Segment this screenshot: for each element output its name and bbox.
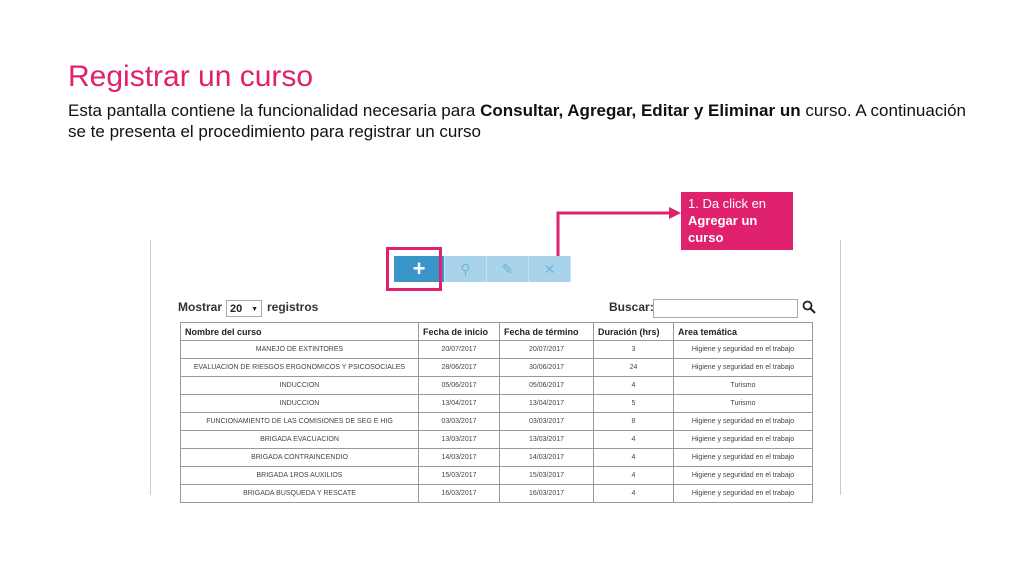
table-cell: Turismo [674,377,813,395]
table-cell: 13/03/2017 [500,431,594,449]
table-cell: FUNCIONAMIENTO DE LAS COMISIONES DE SEG E HIG [181,413,419,431]
table-cell: 4 [594,431,674,449]
table-cell: MANEJO DE EXTINTORES [181,341,419,359]
column-header[interactable]: Area temática [674,323,813,341]
table-cell: 03/03/2017 [419,413,500,431]
table-cell: 24 [594,359,674,377]
column-header[interactable]: Fecha de inicio [419,323,500,341]
table-cell: INDUCCION [181,395,419,413]
page-size-value: 20 [230,303,243,315]
table-cell: 4 [594,485,674,503]
desc-text-1: Esta pantalla contiene la funcionalidad necesaria para [68,101,481,120]
table-cell: BRIGADA 1ROS AUXILIOS [181,467,419,485]
table-cell: 3 [594,341,674,359]
table-cell: 16/03/2017 [419,485,500,503]
table-cell: INDUCCION [181,377,419,395]
column-header[interactable]: Duración (hrs) [594,323,674,341]
table-cell: 13/04/2017 [419,395,500,413]
table-cell: 14/03/2017 [419,449,500,467]
table-cell: 4 [594,449,674,467]
table-cell: Higiene y seguridad en el trabajo [674,341,813,359]
table-cell: 5 [594,395,674,413]
table-cell: 05/06/2017 [500,377,594,395]
frame-left-border [150,240,151,495]
add-button[interactable]: + [394,256,445,282]
add-button-highlight [386,247,442,291]
table-cell: BRIGADA BUSQUEDA Y RESCATE [181,485,419,503]
records-label: registros [267,300,319,314]
table-row[interactable] [181,341,813,359]
desc-text-2: curso. A continuación se te presenta el procedimiento para registrar un curso [68,101,967,141]
table-cell: 20/07/2017 [500,341,594,359]
courses-table [180,322,813,503]
table-cell: EVALUACION DE RIESGOS ERGONOMICOS Y PSICOSOCIALES [181,359,419,377]
table-cell: 4 [594,377,674,395]
search-label: Buscar: [609,300,654,314]
table-cell: 20/07/2017 [419,341,500,359]
search-input[interactable] [653,299,798,318]
edit-icon[interactable]: ✎ [487,256,529,282]
table-cell: Turismo [674,395,813,413]
table-cell: 05/06/2017 [419,377,500,395]
table-row[interactable] [181,485,813,503]
search-icon[interactable] [802,300,816,314]
frame-right-border [840,240,841,495]
page-title: Registrar un curso [68,60,314,93]
table-row[interactable] [181,449,813,467]
table-row[interactable] [181,431,813,449]
delete-icon[interactable]: ✕ [529,256,571,282]
table-cell: 15/03/2017 [500,467,594,485]
table-cell: 16/03/2017 [500,485,594,503]
table-cell: 03/03/2017 [500,413,594,431]
table-cell: 30/06/2017 [500,359,594,377]
table-cell: 13/03/2017 [419,431,500,449]
table-cell: Higiene y seguridad en el trabajo [674,359,813,377]
desc-bold: Consultar, Agregar, Editar y Eliminar un [480,101,801,120]
table-cell: 13/04/2017 [500,395,594,413]
table-cell: Higiene y seguridad en el trabajo [674,449,813,467]
page-size-select[interactable] [226,300,262,317]
table-cell: 4 [594,467,674,485]
table-row[interactable] [181,413,813,431]
table-row[interactable] [181,359,813,377]
callout-line: 1. Da click en [688,196,767,211]
column-header[interactable]: Fecha de término [500,323,594,341]
table-cell: 8 [594,413,674,431]
table-row[interactable] [181,377,813,395]
table-header-row [181,323,813,341]
table-cell: BRIGADA CONTRAINCENDIO [181,449,419,467]
table-cell: 14/03/2017 [500,449,594,467]
column-header[interactable]: Nombre del curso [181,323,419,341]
table-cell: Higiene y seguridad en el trabajo [674,413,813,431]
search-icon[interactable]: ⚲ [445,256,487,282]
table-cell: Higiene y seguridad en el trabajo [674,485,813,503]
table-row[interactable] [181,467,813,485]
table-cell: Higiene y seguridad en el trabajo [674,431,813,449]
table-cell: 28/06/2017 [419,359,500,377]
table-row[interactable] [181,395,813,413]
table-cell: 15/03/2017 [419,467,500,485]
chevron-down-icon: ▼ [251,306,258,313]
table-cell: Higiene y seguridad en el trabajo [674,467,813,485]
show-label: Mostrar [178,300,223,314]
table-cell: BRIGADA EVACUACION [181,431,419,449]
callout-bold: Agregar un curso [688,213,758,245]
callout-box [681,192,793,250]
